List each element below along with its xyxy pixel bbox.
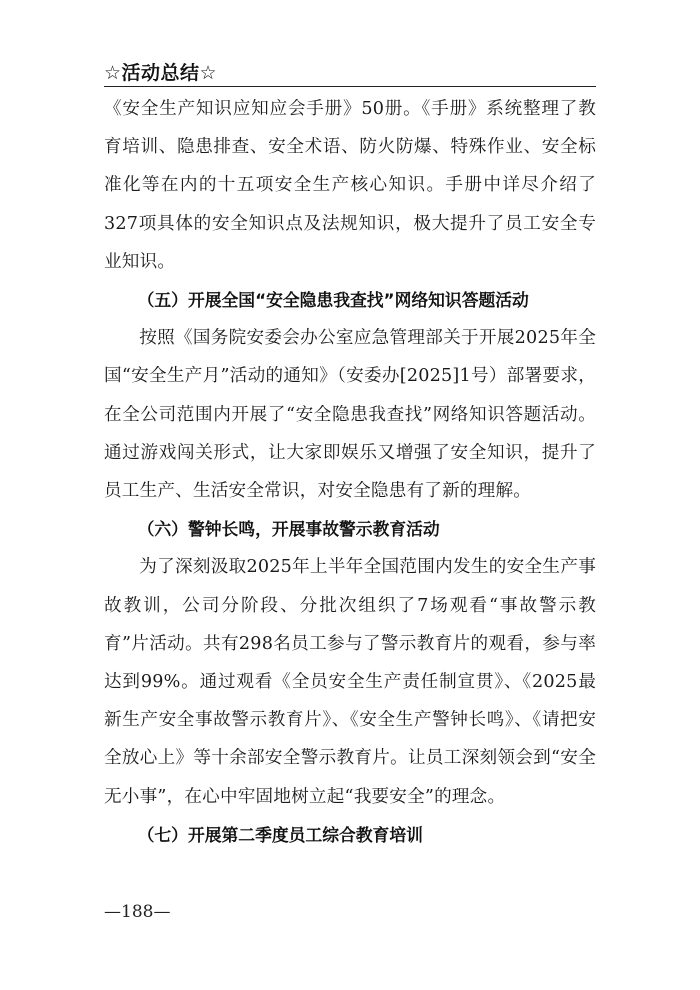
section-paragraph-5: 按照《国务院安委会办公室应急管理部关于开展2025年全国“安全生产月”活动的通知》（安委办[2025]1号）部署要求，在全公司范围内开展了“安全隐患我查找”网络知识答题活动。通过游戏闯关形式，让大家即娱乐又增强了安全知识，提升了员工生产、生活安全常识，对安全隐患有了新的理解。	[104, 328, 596, 502]
page-number: —188—	[104, 902, 171, 922]
document-body	[104, 90, 596, 854]
section-paragraph-6: 为了深刻汲取2025年上半年全国范围内发生的安全生产事故教训，公司分阶段、分批次组织了7场观看“事故警示教育”片活动。共有298名员工参与了警示教育片的观看，参与率达到99%。通过观看《全员安全生产责任制宣贯》、《2025最新生产安全事故警示教育片》、《安全生产警钟长鸣》、《请把安全放心上》等十余部安全警示教育片。让员工深刻领会到“安全无小事”，在心中牢固地树立起“我要安全”的理念。	[104, 557, 596, 807]
section-heading-5: （五）开展全国“安全隐患我查找”网络知识答题活动	[137, 290, 529, 311]
section-heading-6: （六）警钟长鸣，开展事故警示教育活动	[137, 519, 440, 540]
header-title: ☆活动总结☆	[104, 62, 218, 84]
intro-paragraph: 《安全生产知识应知应会手册》50册。《手册》系统整理了教育培训、隐患排查、安全术语、防火防爆、特殊作业、安全标准化等在内的十五项安全生产核心知识。手册中详尽介绍了327项具体的安全知识点及法规知识，极大提升了员工安全专业知识。	[104, 99, 596, 272]
section-heading-7: （七）开展第二季度员工综合教育培训	[137, 824, 423, 845]
page-header	[104, 56, 596, 87]
